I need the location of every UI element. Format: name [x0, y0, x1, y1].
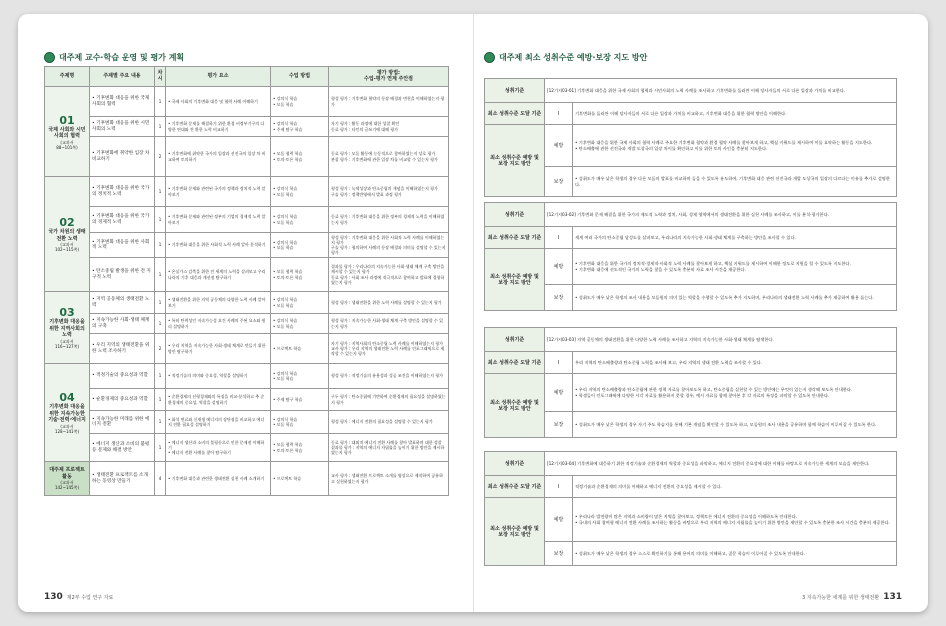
- subtopic-cell: • 지역 공동체의 생태전환 노력: [90, 292, 155, 314]
- table-row: [45, 462, 449, 496]
- plan-label: 최소 성취수준 예방 및 보장 지도 방안: [485, 374, 545, 438]
- topic-number: 02: [59, 216, 75, 229]
- section-bullet-icon: [484, 52, 495, 63]
- table-row: [45, 389, 449, 411]
- min-level-text: 적정기술과 순환경제의 의미를 이해하고 에너지 전환의 중요성을 제시할 수 있다.: [573, 476, 897, 498]
- eval-element-cell: • 기후변화에 취약한 국가의 입장과 선진국의 입장 차 비교하여 토의하기: [166, 137, 271, 177]
- topic-number: 03: [59, 306, 75, 320]
- eval-element-cell: • 적정기술의 의미와 중요성, 역할을 설명하기: [166, 364, 271, 389]
- eval-element-cell: • 기후변화 대응과 관련한 생태전환 실천 사례 소개하기: [166, 462, 271, 496]
- min-level-text: 기후변화를 둘러싼 이해 당사자들의 서로 다른 입장과 가치를 비교하고, 기후변화 대응을 위한 협력 방안을 이해한다.: [573, 103, 897, 125]
- period-cell: 1: [155, 364, 166, 389]
- eval-method-cell: 교사 평가 : 생태전환 프로젝트 소개를 영상으로 제작하여 공유하고 실천하였는지 평가: [329, 462, 449, 496]
- subtopic-cell: • 우리 지역의 생태전환을 위한 노력 조사하기: [90, 334, 155, 364]
- achievement-block: [484, 202, 897, 311]
- right-section-title: [484, 52, 647, 63]
- subtopic-cell: • 지속가능한 미래를 위한 에너지 전환: [90, 411, 155, 434]
- subtopic-cell: • 기후변화 대응을 위한 사회적 노력: [90, 233, 155, 258]
- plan-label: 최소 성취수준 예방 및 보장 지도 방안: [485, 125, 545, 197]
- min-level-label: 최소 성취수준 도달 기준: [485, 103, 545, 125]
- textbook-pages: (교과서 142~145쪽): [54, 480, 80, 490]
- eval-method-cell: 형성 평가 : 지속가능한 사회·생태 체계 구축 방안을 설명할 수 있는지 평가: [329, 314, 449, 334]
- header-period: 차시: [155, 67, 166, 87]
- lesson-plan-table: [44, 66, 449, 496]
- header-topic: 주제명: [45, 67, 90, 87]
- period-cell: 1: [155, 233, 166, 258]
- table-row: [45, 177, 449, 207]
- eval-element-cell: • 기후변화 문제를 해결하기 위한 환경 비정부기구의 다양한 연대와 전 환한 노력 비교하기: [166, 117, 271, 137]
- method-cell: • 강의식 학습 • 모둠 학습: [271, 207, 329, 233]
- section-bullet-icon: [44, 52, 55, 63]
- subtopic-cell: • 기후변화 대응을 위한 국제 사회의 협력: [90, 87, 155, 117]
- right-section-title-text: 대주제 최소 성취수준 예방·보장 지도 방안: [499, 53, 648, 62]
- period-cell: 4: [155, 462, 166, 496]
- standard-row: [485, 452, 897, 476]
- guarantee-label: 보장: [545, 412, 573, 438]
- right-folio: [798, 592, 902, 602]
- eval-element-cell: • 화석 연료와 신재생 에너지의 장단점을 비교하고 에너지 전환 필요성 설명하기: [166, 411, 271, 434]
- eval-method-cell: 동료 평가 : 기후변화 대응을 위한 정부의 경제적 노력을 이해하였는지 평가: [329, 207, 449, 233]
- method-cell: • 강의식 학습 • 모둠 학습: [271, 177, 329, 207]
- table-row: [45, 137, 449, 177]
- prevent-text: • 우리 지역의 탄소배출량과 탄소중립에 관한 정책 자료를 찾아보도록 하고, 탄소중립을 실천할 수 있는 방안에는 무엇이 있는지 생각해 보도록 안내한다. • 학생들이 인포그래픽에 다양한 시각 자료를 활용하지 못할 경우, 예시 자료를 함께 찾아본 후 각 자료의 특징을 파악할 수 있도록 안내한다.: [573, 374, 897, 412]
- prevent-text: • 기후변화 대응을 위한 국제 사회의 협력 사례로 주요한 기후변화 협약과 환경 협약 사례를 찾아보게 하고, 핵심 키워드를 제시하여 이를 요약하는 활동을 지도한다. • 탄소배출에 관한 선진국과 개발 도상국의 입장 차이를 확인하고 이를 위한 토의 사인을 충분히 지도한다.: [573, 125, 897, 167]
- eval-element-cell: • 기후변화 대응을 위한 사회적 노력 사례 알아 분석하기: [166, 233, 271, 258]
- guarantee-row: [485, 412, 897, 438]
- eval-method-cell: 동료 평가 : 모둠 활동에 능동적으로 참여하였는지 상호 평가 관찰 평가 : 기후변화에 관한 입장 차를 비교할 수 있는지 평가: [329, 137, 449, 177]
- prevent-text: • 우리나라 발전량이 많은 지역과 소비량이 많은 지역을 찾아보고, 정책토론 에너지 전환의 중요성을 이해하도록 안내한다. • 국내의 사회 참여형 에너지 전환 사례를 조사하는 활동을 바탕으로 우리 지역의 에너지 자립률을 높이기 위한 방안을 제안할 수 있도록 충분한 조사 시간을 충분히 제공한다.: [573, 498, 897, 542]
- eval-element-cell: • 기후변화 문제와 관련된 국가의 정책과 정치적 노력 알아보기: [166, 177, 271, 207]
- standard-row: [485, 203, 897, 227]
- textbook-pages: (교과서 102~115쪽): [54, 242, 80, 252]
- header-evalmethod: 평가 방법: 수업-평가 연계 주안점: [329, 67, 449, 87]
- prevent-label: 예방: [545, 498, 573, 542]
- left-folio: [44, 592, 117, 602]
- method-cell: • 강의식 학습 • 모둠 학습: [271, 314, 329, 334]
- table-row: [45, 233, 449, 258]
- subtopic-cell: • 탄소중립 발생을 위한 전 지구적 노력: [90, 258, 155, 292]
- left-page-number: 130: [44, 592, 63, 602]
- min-level-grade: I: [545, 227, 573, 249]
- period-cell: 2: [155, 334, 166, 364]
- eval-element-cell: • 특히 탄력성인 지속가능성 요건 사례의 주된 요소와 원리 설명하기: [166, 314, 271, 334]
- topic-cell: [45, 364, 90, 462]
- achievement-block: [484, 327, 897, 438]
- eval-method-cell: 형성 평가 : 기후변화 대응을 위한 사회적 노력 사례를 이해하였는지 평가 구술 평가 : 협의하여 사례의 등장 배경과 의미를 설명할 수 있는지 평가: [329, 233, 449, 258]
- subtopic-cell: • 적정기술의 중요성과 역할: [90, 364, 155, 389]
- standard-label: 성취기준: [485, 203, 545, 227]
- guarantee-label: 보장: [545, 167, 573, 197]
- eval-method-cell: 자기 평가 : 지역사회의 탄소중립 노력 사례를 이해하였는지 평가 교사 평가 : 우리 지역의 생태전환 노력 사례를 인포그래픽으로 제작할 수 있는지 평가: [329, 334, 449, 364]
- method-cell: • 모둠 협력 학습 • 토의·토론 학습: [271, 434, 329, 462]
- min-level-row: [485, 476, 897, 498]
- guarantee-row: [485, 285, 897, 311]
- guarantee-text: • 성취도가 매우 낮은 학생의 경우 자기 주도 학습지를 통해 기본 개념을 확인할 수 있도록 하고, 모둠원의 조사 내용을 공유하며 함께 학습이 이루어질 수 있도록 한다.: [573, 412, 897, 438]
- subtopic-cell: • 지속가능한 사회·생태 체계의 구축: [90, 314, 155, 334]
- subtopic-cell: • 기후변화 대응을 위한 국가의 정치적 노력: [90, 177, 155, 207]
- right-page: [474, 14, 928, 612]
- table-row: [45, 314, 449, 334]
- standard-text: [12기지03-01] 기후변화 대응을 위한 국제 사회의 협력과 시민사회의 노력 사례를 조사하고 기후변화를 둘러싼 이해 당사자들의 서로 다른 입장과 가치를 비교한다.: [545, 79, 897, 103]
- eval-element-cell: • 순환경제의 선형경제와의 특징을 비교·분석하고 추 순환경제의 중요성, 역할을 설명하기: [166, 389, 271, 411]
- eval-method-cell: 형성 평가 : 적정기술의 유용성과 성공 조건을 이해하였는지 평가: [329, 364, 449, 389]
- min-level-label: 최소 성취수준 도달 기준: [485, 476, 545, 498]
- textbook-pages: (교과서 88~101쪽): [56, 139, 78, 150]
- book-spread: [18, 14, 928, 612]
- guarantee-row: [485, 167, 897, 197]
- left-section-title-text: 대주제 교수·학습 운영 및 평가 계획: [59, 53, 185, 62]
- table-header-row: [45, 67, 449, 87]
- eval-method-cell: 동료 평가 : 대외적 에너지 전환 사례를 찾아 발표하며 대한 성찰 결과물 평가 : 지역의 에너지 자립률을 높이기 위한 방안을 제시하였는지 평가: [329, 434, 449, 462]
- min-level-row: [485, 103, 897, 125]
- prevent-label: 예방: [545, 374, 573, 412]
- period-cell: 1: [155, 117, 166, 137]
- min-level-label: 최소 성취수준 도달 기준: [485, 227, 545, 249]
- subtopic-cell: • 에너지 생산과 소비의 불평등 문제와 해결 방안: [90, 434, 155, 462]
- min-level-row: [485, 227, 897, 249]
- standard-text: [12기지03-02] 기후변화 문제 해결을 위한 국가의 제도적 노력과 정치, 사회, 경제 영역에서의 생태전환을 위한 실천 사례를 조사하고, 이를 분석·평가한다.: [545, 203, 897, 227]
- standard-row: [485, 79, 897, 103]
- header-method: 수업 방법: [271, 67, 329, 87]
- min-level-text: 세계 여러 국가의 탄소중립 달성도를 살펴보고, 우리나라의 지속가능한 사회·생태 체계를 구축하는 방안을 조사할 수 있다.: [573, 227, 897, 249]
- textbook-pages: (교과서 116~127쪽): [54, 338, 80, 349]
- achievement-block: [484, 78, 897, 197]
- guarantee-text: • 성취도가 매우 낮은 학생의 경우 스스로 확인하기를 통해 용어의 의미를 이해하고, 질문 학습이 이루어질 수 있도록 안내한다.: [573, 542, 897, 566]
- eval-method-cell: 형성 평가 : 녹색성장과 탄소중립의 개념을 이해하였는지 평가 구술 평가 : 정책반영에서 발표 과정 평가: [329, 177, 449, 207]
- eval-method-cell: 결과물 평가 : 우리나라의 지속가능한 사회·생태 체계 구축 방안을 제시할 수 있는지 평가 동료 평가 : 사회 조사 과정에 적극적으로 참여하고 발표에 경청하였는지 평가: [329, 258, 449, 292]
- eval-method-cell: 형성 평가 : 기후변화 협약의 등장 배경과 변천을 이해하였는지 평가: [329, 87, 449, 117]
- header-sub: 주제별 주요 내용: [90, 67, 155, 87]
- table-row: [45, 364, 449, 389]
- table-row: [45, 411, 449, 434]
- guarantee-text: • 성취도가 매우 낮은 학생의 경우 다른 모둠의 발표를 비교하며 들을 수 있도록 유도하여, 기후변화 대응 관련 선진국과 개발 도상국의 입장의 다르다는 이유를 추가로 설명한다.: [573, 167, 897, 197]
- method-cell: • 주제 탐구 학습: [271, 389, 329, 411]
- table-row: [45, 434, 449, 462]
- topic-cell: [45, 292, 90, 364]
- table-row: [45, 334, 449, 364]
- eval-element-cell: • 온실가스 감축을 위한 전 세계의 노력을 살펴보고 우리나라의 기후 대응과 개선점 탐구하기: [166, 258, 271, 292]
- method-cell: • 프로젝트 학습: [271, 462, 329, 496]
- method-cell: • 강의식 학습 • 모둠 학습: [271, 87, 329, 117]
- guarantee-label: 보장: [545, 542, 573, 566]
- left-section-title: [44, 52, 184, 63]
- method-cell: • 강의식 학습 • 모둠 학습: [271, 411, 329, 434]
- subtopic-cell: • 기후변화 대응을 위한 국가의 경제적 노력: [90, 207, 155, 233]
- topic-number: 04: [59, 391, 75, 405]
- min-level-grade: I: [545, 476, 573, 498]
- eval-element-cell: • 에너지 생산과 소비의 불평등으로 인한 문제점 이해하기 • 에너지 전환 사례를 찾아 탐구하기: [166, 434, 271, 462]
- topic-name: 기후변화 대응을 위한 지속가능한 기술·전력·에너지: [48, 404, 86, 424]
- left-page: [18, 14, 473, 612]
- prevent-row: [485, 498, 897, 542]
- guarantee-row: [485, 542, 897, 566]
- table-row: [45, 258, 449, 292]
- subtopic-cell: • 기후변화 대응을 위한 시민사회의 노력: [90, 117, 155, 137]
- subtopic-cell: • 순환경제의 중요성과 역할: [90, 389, 155, 411]
- standard-label: 성취기준: [485, 328, 545, 352]
- period-cell: 1: [155, 292, 166, 314]
- textbook-pages: (교과서 128~141쪽): [54, 423, 80, 434]
- prevent-text: • 기후변화 대응을 위한 국가의 정치적·경제적·사회적 노력 사례를 찾아보게 하고, 핵심 키워드를 제시하여 이해한 정도로 지원을 할 수 있도록 지도한다. • 기후변화 대응에 선도적인 국가의 노력을 찾을 수 있도록 충분히 자료 조사 시간을 제공한다.: [573, 249, 897, 285]
- period-cell: 1: [155, 87, 166, 117]
- min-level-row: [485, 352, 897, 374]
- table-row: [45, 207, 449, 233]
- standard-text: [12기지03-03] 지역 공동체의 생태전환을 위한 다양한 노력 사례를 조사하고 지역의 지속가능한 사회·생태 체계를 탐색한다.: [545, 328, 897, 352]
- table-row: [45, 87, 449, 117]
- period-cell: 1: [155, 434, 166, 462]
- method-cell: • 강의식 학습 • 모둠 학습: [271, 233, 329, 258]
- method-cell: • 프로젝트 학습: [271, 334, 329, 364]
- prevent-label: 예방: [545, 249, 573, 285]
- min-level-grade: I: [545, 352, 573, 374]
- topic-number: 01: [59, 113, 75, 127]
- eval-element-cell: • 생태전환을 위한 지역 공동체의 다양한 노력 사례 알아보기: [166, 292, 271, 314]
- prevent-row: [485, 125, 897, 167]
- period-cell: 1: [155, 258, 166, 292]
- topic-cell: [45, 87, 90, 177]
- period-cell: 1: [155, 207, 166, 233]
- table-row: [45, 292, 449, 314]
- left-running-head: 제2부 수업 연구 자료: [66, 595, 114, 601]
- topic-name: 기후변화 대응을 위한 지역사회의 노력: [49, 319, 85, 339]
- subtopic-cell: • 기후변화에 취약한 입장 차 비교하기: [90, 137, 155, 177]
- period-cell: 2: [155, 137, 166, 177]
- standard-label: 성취기준: [485, 452, 545, 476]
- method-cell: • 강의식 학습 • 주제 탐구 학습: [271, 117, 329, 137]
- achievement-block: [484, 451, 897, 566]
- period-cell: 1: [155, 389, 166, 411]
- prevent-row: [485, 249, 897, 285]
- right-running-head: 3 지속가능한 세계를 위한 생태전환: [802, 595, 880, 601]
- plan-label: 최소 성취수준 예방 및 보장 지도 방안: [485, 249, 545, 311]
- prevent-label: 예방: [545, 125, 573, 167]
- min-level-label: 최소 성취수준 도달 기준: [485, 352, 545, 374]
- topic-name: 국가 차원의 생태전환 노력: [48, 229, 86, 242]
- period-cell: 1: [155, 177, 166, 207]
- method-cell: • 모둠 협력 학습 • 토의·토론 학습: [271, 137, 329, 177]
- topic-name: 대주제 프로젝트 활동: [49, 467, 85, 480]
- standard-row: [485, 328, 897, 352]
- method-cell: • 강의식 학습 • 모둠 학습: [271, 292, 329, 314]
- min-level-grade: I: [545, 103, 573, 125]
- period-cell: 1: [155, 411, 166, 434]
- method-cell: • 모둠 협력 학습 • 토의·토론 학습: [271, 258, 329, 292]
- min-level-text: 우리 지역의 탄소배출량과 탄소중립 노력을 조사해 보고, 우리 지역의 생태 전환 노력을 조사할 수 있다.: [573, 352, 897, 374]
- eval-method-cell: 형성 평가 : 생태전환을 위한 노력 사례를 설명할 수 있는지 평가: [329, 292, 449, 314]
- standard-label: 성취기준: [485, 79, 545, 103]
- eval-element-cell: • 기후변화 문제와 관련된 정부의 기업의 경제적 노력 알아보기: [166, 207, 271, 233]
- right-page-number: 131: [883, 592, 902, 602]
- prevent-row: [485, 374, 897, 412]
- period-cell: 1: [155, 314, 166, 334]
- eval-method-cell: 구두 평가 : 탄소중립에 기반하여 순환경제의 필요성을 설명하였는지 평가: [329, 389, 449, 411]
- topic-cell: [45, 177, 90, 292]
- eval-method-cell: 자기 평가 : 활동 과정에 대한 성찰 확인 동료 평가 : 타인의 글쓰기에 대해 평가: [329, 117, 449, 137]
- subtopic-cell: • 생태전환 프로젝트를 소개하는 동영상 만들기: [90, 462, 155, 496]
- eval-element-cell: • 국제 사회의 기후변화 대응 및 협력 사례 이해하기: [166, 87, 271, 117]
- header-eval: 평가 요소: [166, 67, 271, 87]
- standard-text: [12기지03-04] 기후변화에 대응하기 위한 적정기술과 순환경제의 역할과 중요성을 파악하고, 에너지 전환의 중요성에 대한 이해를 바탕으로 지속가능한 세계의 모습을 제안한다.: [545, 452, 897, 476]
- guarantee-label: 보장: [545, 285, 573, 311]
- eval-method-cell: 형성 평가 : 에너지 전환의 필요성을 설명할 수 있는지 평가: [329, 411, 449, 434]
- guarantee-text: • 성취도가 매우 낮은 학생의 조사 내용을 모둠원의 의미 있는 역할을 수행할 수 있도록 추가 지도하며, 우리나라의 생태전환 노력 사례를 추가 제공하여 활용 돕는다.: [573, 285, 897, 311]
- method-cell: • 강의식 학습 • 모둠 학습: [271, 364, 329, 389]
- eval-element-cell: • 우리 지역을 지속가능한 사회·생태 체계로 만들기 위한 방안 탐구하기: [166, 334, 271, 364]
- plan-label: 최소 성취수준 예방 및 보장 지도 방안: [485, 498, 545, 566]
- topic-name: 국제 사회와 시민사회의 협력: [48, 126, 86, 139]
- topic-cell: [45, 462, 90, 496]
- table-row: [45, 117, 449, 137]
